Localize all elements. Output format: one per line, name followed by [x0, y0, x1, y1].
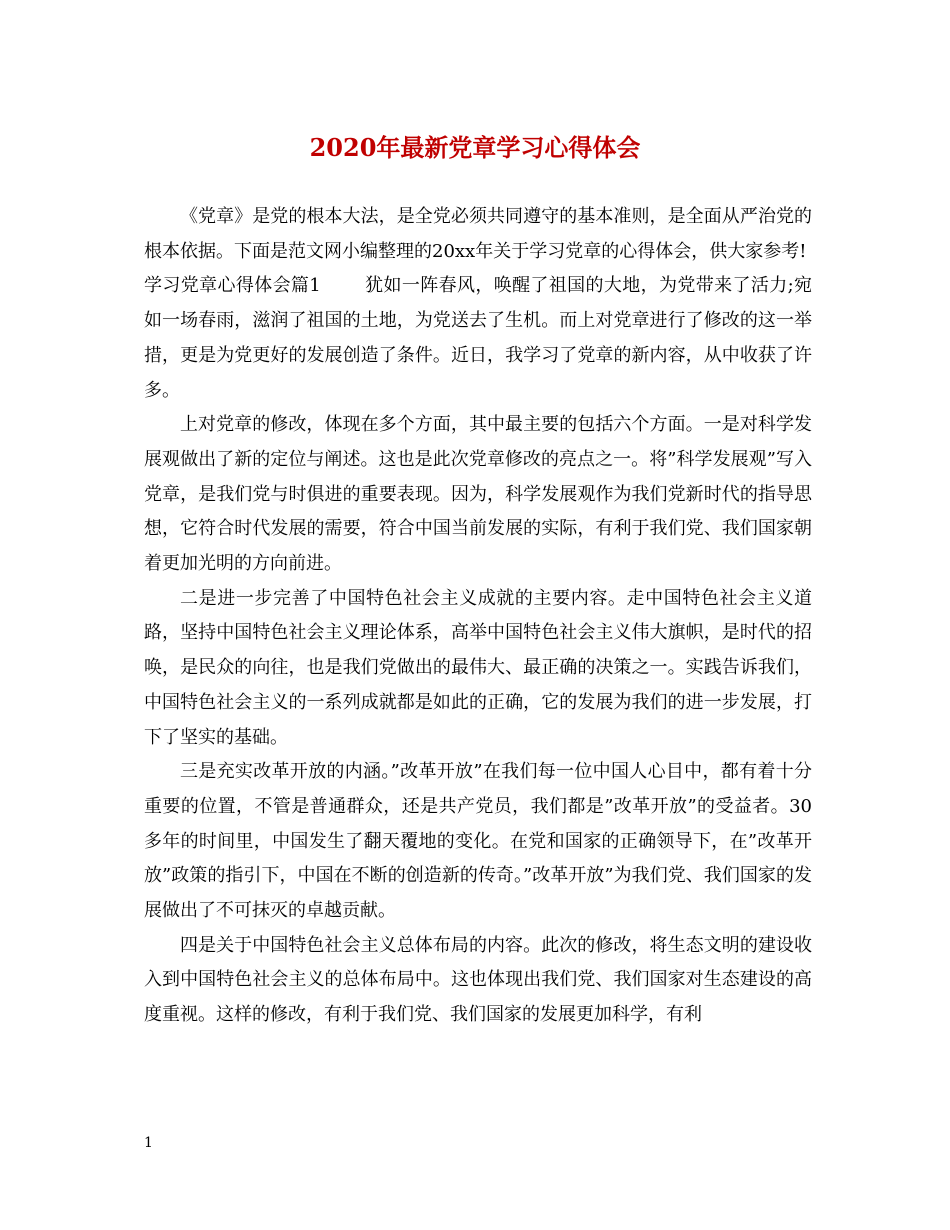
paragraph-5: 四是关于中国特色社会主义总体布局的内容。此次的修改，将生态文明的建设收入到中国特色社会主义的总体布局中。这也体现出我们党、我们国家对生态建设的高度重视。这样的修改，有利于我们党、我们国家的发展更加科学，有利: [144, 934, 812, 1026]
paragraph-4: 三是充实改革开放的内涵。”改革开放”在我们每一位中国人心目中，都有着十分重要的位置，不管是普通群众，还是共产党员，我们都是”改革开放”的受益者。30多年的时间里，中国发生了翻天覆地的变化。在党和国家的正确领导下，在”改革开放”政策的指引下，中国在不断的创造新的传奇。”改革开放”为我们党、我们国家的发展做出了不可抹灭的卓越贡献。: [144, 761, 812, 922]
document-title: 2020年最新党章学习心得体会: [309, 133, 641, 162]
page-number: 1: [144, 1135, 153, 1151]
paragraph-3: 二是进一步完善了中国特色社会主义成就的主要内容。走中国特色社会主义道路，坚持中国特色社会主义理论体系，高举中国特色社会主义伟大旗帜，是时代的招唤，是民众的向往，也是我们党做出的最伟大、最正确的决策之一。实践告诉我们，中国特色社会主义的一系列成就都是如此的正确，它的发展为我们的进一步发展，打下了坚实的基础。: [144, 587, 812, 748]
document-body: [144, 200, 812, 1033]
paragraph-2: 上对党章的修改，体现在多个方面，其中最主要的包括六个方面。一是对科学发展观做出了新的定位与阐述。这也是此次党章修改的亮点之一。将”科学发展观”写入党章，是我们党与时俱进的重要表现。因为，科学发展观作为我们党新时代的指导思想，它符合时代发展的需要，符合中国当前发展的实际，有利于我们党、我们国家朝着更加光明的方向前进。: [144, 414, 812, 575]
section-heading: 学习党章心得体会篇1: [144, 275, 321, 297]
intro-paragraph: 《党章》是党的根本大法，是全党必须共同遵守的基本准则，是全面从严治党的根本依据。下面是范文网小编整理的20xx年关于学习党章的心得体会，供大家参考!: [144, 206, 812, 262]
paragraph-1-text: 犹如一阵春风，唤醒了祖国的大地，为党带来了活力;宛如一场春雨，滋润了祖国的土地，为党送去了生机。而上对党章进行了修改的这一举措，更是为党更好的发展创造了条件。近日，我学习了党章的新内容，从中收获了许多。: [144, 275, 813, 401]
section-paragraph-1: [144, 269, 812, 408]
